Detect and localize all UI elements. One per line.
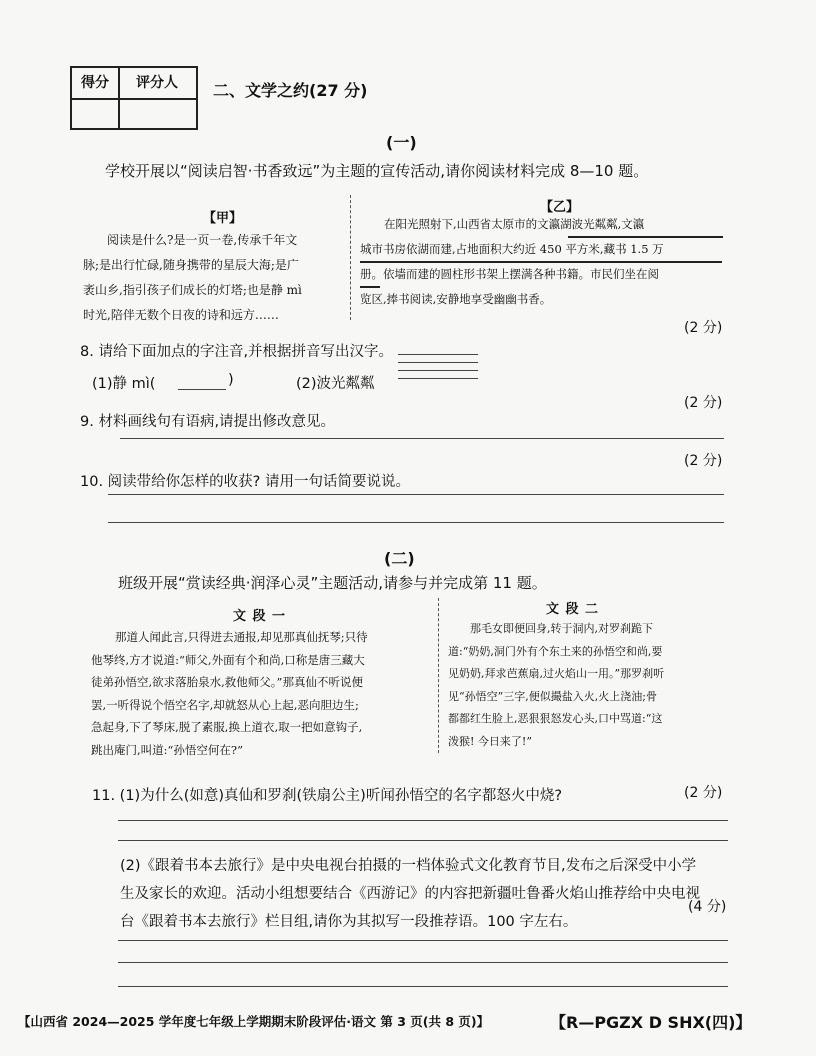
passage-line: 见奶奶,拜求芭蕉扇,过火焰山一用。”那罗刹听: [448, 667, 665, 680]
score-table: [70, 66, 198, 130]
answer-line[interactable]: [108, 494, 724, 495]
q8-text: 8. 请给下面加点的字注音,并根据拼音写出汉字。: [80, 344, 394, 360]
passage-line: 那道人闻此言,只得进去通报,却见那真仙抚琴;只待: [115, 630, 368, 644]
q11-1-points: (2 分): [684, 785, 723, 801]
q11-2-line: 生及家长的欢迎。活动小组想要结合《西游记》的内容把新疆吐鲁番火焰山推荐给中央电视: [120, 886, 700, 902]
passage-line: 见“孙悟空”三字,便似撮盐入火,火上浇油;骨: [448, 689, 657, 703]
q8-sub1: (1)静 mì(: [92, 376, 156, 392]
excerpt2: [448, 618, 730, 753]
passage-line: 都都红生脸上,恶狠狠怒发心头,口中骂道:“这: [448, 712, 663, 725]
passage-line: 城市书房依湖而建,占地面积大约近 450 平方米,藏书 1.5 万: [360, 242, 664, 256]
q9-text: 9. 材料画线句有语病,请提出修改意见。: [80, 414, 336, 430]
answer-line[interactable]: [118, 840, 728, 841]
q10-points: (2 分): [684, 453, 723, 469]
excerpt2-heading: 文 段 二: [546, 602, 600, 617]
page-footer: 【山西省 2024—2025 学年度七年级上学期期末阶段评估·语文 第 3 页(共 8 页)】: [18, 1014, 490, 1029]
passage-line: 徒弟孙悟空,欲求落胎泉水,救他师父。”那真仙不听说便: [91, 675, 363, 689]
passage-yi-heading: 【乙】: [540, 200, 580, 215]
answer-line[interactable]: [118, 940, 728, 941]
table-divider: [72, 98, 196, 100]
passage-line: 册。依墙而建的圆柱形书架上摆满各种书籍。市民们坐在阅: [360, 267, 659, 281]
paper-code: 【R—PGZX D SHX(四)】: [550, 1013, 752, 1032]
grid-line: [398, 378, 478, 379]
q11-2-line: (2)《跟着书本去旅行》是中央电视台拍摄的一档体验式文化教育节目,发布之后深受中小学: [120, 858, 697, 874]
underline-mark: [360, 261, 722, 263]
excerpt1-heading: 文 段 一: [233, 609, 287, 624]
answer-line[interactable]: [120, 438, 724, 439]
answer-line[interactable]: [118, 962, 728, 963]
column-divider: [438, 598, 439, 753]
part2-intro: 班级开展“赏读经典·润泽心灵”主题活动,请参与并完成第 11 题。: [118, 574, 547, 592]
passage-line: 泼猴! 今日来了!”: [448, 734, 532, 748]
q11-2-points: (4 分): [688, 899, 727, 915]
grader-label: 评分人: [136, 75, 178, 91]
q11-1-text: 11. (1)为什么(如意)真仙和罗刹(铁扇公主)听闻孙悟空的名字都怒火中烧?: [92, 788, 563, 804]
writing-grid[interactable]: [398, 354, 478, 386]
answer-line[interactable]: [118, 986, 728, 987]
column-divider: [350, 195, 351, 320]
q11-2-text: [120, 852, 740, 936]
passage-line: 在阳光照射下,山西省太原市的文瀛湖波光粼粼,文瀛: [384, 217, 645, 231]
score-label: 得分: [81, 75, 109, 91]
part1-intro: 学校开展以“阅读启智·书香致远”为主题的宣传活动,请你阅读材料完成 8—10 题。: [105, 162, 649, 180]
q9-points: (2 分): [684, 395, 723, 411]
answer-line[interactable]: [108, 522, 724, 523]
underline-mark: [568, 236, 723, 238]
passage-line: 脉;是出行忙碌,随身携带的星辰大海;是广: [83, 258, 299, 272]
passage-line: 袤山乡,指引孩子们成长的灯塔;也是静 mì: [83, 283, 302, 297]
passage-line: 阅读是什么?是一页一卷,传承千年文: [107, 233, 298, 247]
passage-line: 罢,一听得说个悟空名字,却就怒从心上起,恶向胆边生;: [91, 697, 359, 712]
q8-points: (2 分): [684, 320, 723, 336]
section-title: 二、文学之约(27 分): [213, 81, 368, 100]
passage-line: 时光,陪伴无数个日夜的诗和远方……: [83, 308, 279, 322]
q10-text: 10. 阅读带给你怎样的收获? 请用一句话简要说说。: [80, 474, 410, 490]
grid-line: [398, 362, 478, 363]
grid-line: [398, 354, 478, 355]
q8-sub2: (2)波光粼粼: [296, 376, 375, 392]
answer-blank[interactable]: [178, 389, 226, 390]
q8-sub1-close: ): [228, 372, 234, 388]
underline-mark: [360, 286, 380, 288]
passage-line: 他琴终,方才说道:“师父,外面有个和尚,口称是唐三藏大: [91, 652, 365, 667]
passage-line: 道:“奶奶,洞门外有个东土来的孙悟空和尚,要: [448, 644, 663, 658]
grid-line: [398, 370, 478, 371]
excerpt1: [91, 626, 437, 761]
passage-line: 急起身,下了琴床,脱了素服,换上道衣,取一把如意钩子,: [91, 720, 363, 734]
passage-line: 跳出庵门,叫道:“孙悟空何在?”: [91, 742, 243, 757]
passage-line: 那毛女即便回身,转于洞内,对罗刹跪下: [470, 622, 653, 635]
passage-jia-heading: 【甲】: [203, 211, 243, 226]
part2-title: (二): [384, 549, 415, 568]
passage-jia: [83, 228, 345, 328]
passage-line: 览区,捧书阅读,安静地享受幽幽书香。: [360, 292, 552, 306]
answer-line[interactable]: [118, 820, 728, 821]
part1-title: (一): [386, 133, 417, 152]
q11-2-line: 台《跟着书本去旅行》栏目组,请你为其拟写一段推荐语。100 字左右。: [120, 914, 578, 930]
